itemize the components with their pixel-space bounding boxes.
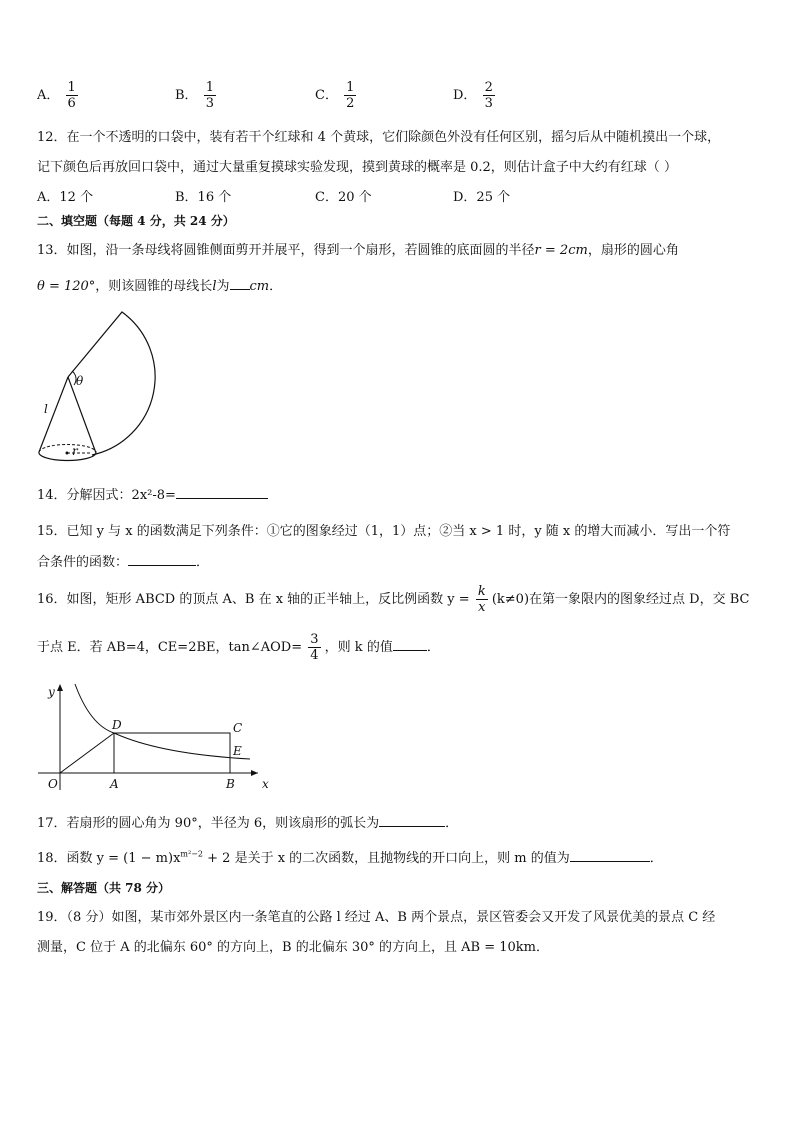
y-axis-arrow [57,684,63,691]
q13-text: ，扇形的圆心角 [587,243,679,258]
q16-text: ． [426,640,440,655]
segment-od [60,733,114,773]
q19-line2: 测量，C 位于 A 的北偏东 60° 的方向上，B 的北偏东 30° 的方向上，且 AB = 10km． [37,940,550,955]
cone-right-slant [68,377,96,453]
q11-option-b[interactable] [175,80,216,111]
q12-option-b[interactable]: B．16 个 [175,190,232,205]
q16-line1 [37,584,749,615]
q17-text: ． [445,816,459,831]
rectangle-abcd [114,733,230,773]
q18-text: ． [649,851,663,866]
theta-label: θ [76,374,84,388]
denominator: 3 [205,96,214,111]
q16-text: ，则 k 的值 [324,640,393,655]
q16-fraction-tan [308,632,320,663]
numerator: 3 [310,632,319,647]
q16-fraction-k-over-x [476,584,488,615]
x-axis-label: x [262,777,269,791]
answer-blank[interactable] [128,553,196,566]
q13-line1 [37,239,679,258]
cone-sector-figure [30,305,170,470]
q13-text: 为 [216,279,230,294]
q17-text: 17．若扇形的圆心角为 90°，半径为 6，则该扇形的弧长为 [37,816,380,831]
q16-line2 [37,632,440,663]
q14-text: 14．分解因式：2x²-8= [37,488,176,503]
numerator: k [477,584,486,599]
q11-option-d[interactable] [453,80,495,111]
q13-line2 [37,275,282,294]
numerator: 1 [67,80,76,95]
q11-option-c[interactable] [315,80,356,111]
option-letter: A． [37,88,60,103]
q14-line [37,484,268,503]
x-axis-arrow [251,770,258,776]
q11-option-a[interactable] [37,80,78,111]
answer-blank[interactable] [379,814,445,827]
q17-line [37,812,458,831]
q15-line1: 15．已知 y 与 x 的函数满足下列条件：①它的图象经过（1，1）点；②当 x > 1 时，y 随 x 的增大而减小．写出一个符 [37,524,731,539]
section-heading-fill-in: 二、填空题（每题 4 分，共 24 分） [37,214,235,228]
denominator: 3 [484,96,493,111]
origin-label: O [48,777,58,791]
point-a-label: A [110,777,119,791]
q13-text: ，则该圆锥的母线长 [95,279,213,294]
q12-line1: 12．在一个不透明的口袋中，装有若干个红球和 4 个黄球，它们除颜色外没有任何区别，摇匀后从中随机摸出一个球， [37,130,721,145]
option-letter: D． [453,88,477,103]
q15-text: 合条件的函数： [37,555,129,570]
fraction [344,80,356,111]
answer-blank[interactable] [570,849,650,862]
fraction [483,80,495,111]
q18-exponent: m²−2 [180,849,204,859]
q15-line2 [37,551,209,570]
q16-text: (k≠0)在第一象限内的图象经过点 D，交 BC [491,592,750,607]
point-b-label: B [226,777,235,791]
q19-line1: 19．（8 分）如图，某市郊外景区内一条笔直的公路 l 经过 A、B 两个景点，景区管委会又开发了风景优美的景点 C 经 [37,910,716,925]
r-label: r [72,444,78,458]
q12-option-c[interactable]: C．20 个 [315,190,372,205]
q16-text: 16．如图，矩形 ABCD 的顶点 A、B 在 x 轴的正半轴上，反比例函数 y = [37,592,470,607]
point-e-label: E [233,744,242,758]
denominator: 6 [67,96,76,111]
q16-text: 于点 E．若 AB=4，CE=2BE，tan∠AOD= [37,640,303,655]
numerator: 1 [205,80,214,95]
q18-text: 18．函数 y = (1 − m)x [37,851,181,866]
point-d-label: D [112,718,122,732]
answer-blank[interactable] [230,277,250,290]
q13-angle-expr: θ = 120° [37,279,96,294]
option-letter: B． [175,88,198,103]
section-heading-answers: 三、解答题（共 78 分） [37,881,171,895]
q13-var-l: l [212,279,217,294]
fraction [204,80,216,111]
y-axis-label: y [48,685,55,699]
answer-blank[interactable] [393,638,427,651]
hyperbola-curve [75,684,250,759]
denominator: x [478,600,486,615]
q18-line [37,847,663,866]
l-label: l [44,402,48,416]
numerator: 1 [346,80,355,95]
denominator: 2 [346,96,355,111]
q15-text: ． [196,555,210,570]
q13-text: 13．如图，沿一条母线将圆锥侧面剪开并展平，得到一个扇形，若圆锥的底面圆的半径 [37,243,535,258]
q12-option-d[interactable]: D．25 个 [453,190,511,205]
answer-blank[interactable] [176,486,268,499]
numerator: 2 [484,80,493,95]
q18-text: + 2 是关于 x 的二次函数，且抛物线的开口向上，则 m 的值为 [203,851,570,866]
rectangle-hyperbola-figure [30,680,270,795]
option-letter: C． [315,88,338,103]
q12-line2: 记下颜色后再放回口袋中，通过大量重复摸球实验发现，摸到黄球的概率是 0.2，则估计盒子中大约有红球（ ） [37,160,677,175]
point-c-label: C [233,721,243,735]
denominator: 4 [310,648,319,663]
q13-text: ． [269,279,283,294]
q13-radius-expr: r = 2cm [534,243,588,258]
q13-unit: cm [249,279,270,294]
fraction [66,80,78,111]
base-center-point [66,452,69,455]
q12-option-a[interactable]: A．12 个 [37,190,94,205]
